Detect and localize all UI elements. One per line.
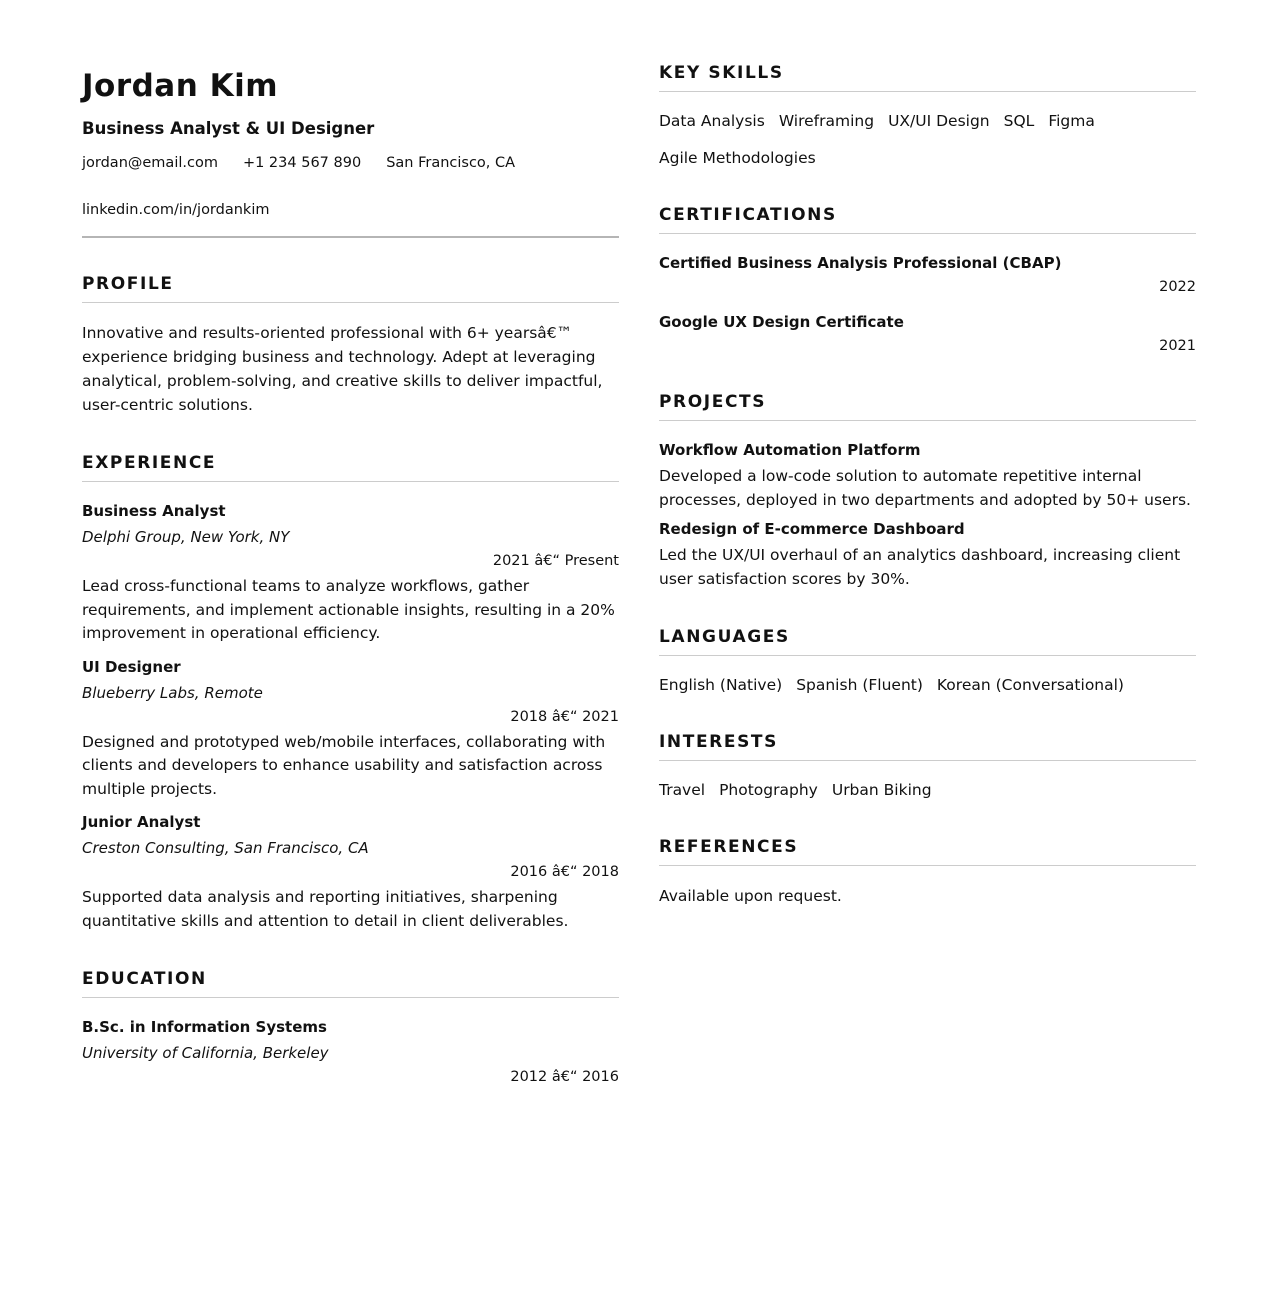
resume-header: [82, 66, 619, 238]
contact-linkedin: linkedin.com/in/jordankim: [82, 202, 270, 218]
skills-list: [659, 110, 1196, 169]
contact-phone: +1 234 567 890: [242, 155, 362, 171]
project-name: Workflow Automation Platform: [659, 441, 921, 459]
contact-info: [82, 153, 619, 220]
skill-item: UX/UI Design: [888, 112, 990, 130]
section-heading: EDUCATION: [82, 967, 619, 998]
job-company: Blueberry Labs, Remote: [82, 683, 263, 702]
job-company: Delphi Group, New York, NY: [82, 528, 290, 546]
languages-section: [659, 625, 1196, 696]
candidate-title: Business Analyst & UI Designer: [82, 119, 375, 138]
job-role: UI Designer: [82, 657, 181, 676]
section-heading: EXPERIENCE: [82, 451, 619, 482]
skill-item: SQL: [1003, 112, 1035, 130]
interest-item: Urban Biking: [831, 781, 932, 799]
education-dates: 2012 â€“ 2016: [510, 1069, 619, 1085]
job-dates: 2018 â€“ 2021: [510, 708, 619, 725]
interest-item: Photography: [719, 781, 818, 799]
section-heading: LANGUAGES: [659, 625, 1196, 656]
interests-section: [659, 730, 1196, 801]
degree: B.Sc. in Information Systems: [82, 1018, 327, 1036]
projects-section: [659, 390, 1196, 591]
section-heading: REFERENCES: [659, 835, 1196, 866]
candidate-name: Jordan Kim: [82, 68, 279, 104]
job-dates: 2016 â€“ 2018: [510, 864, 619, 880]
language-item: Spanish (Fluent): [796, 676, 923, 694]
school: University of California, Berkeley: [82, 1044, 329, 1062]
references-text: Available upon request.: [659, 887, 842, 905]
certifications-section: [659, 203, 1196, 356]
profile-section: [82, 272, 619, 417]
references-section: [659, 835, 1196, 908]
left-column: [82, 0, 619, 1087]
resume-page: [82, 0, 1196, 1087]
certification-year: 2022: [1159, 279, 1196, 295]
education-entry: [82, 1016, 619, 1087]
interest-item: Travel: [659, 781, 706, 799]
skills-section: [659, 61, 1196, 169]
right-column: [659, 0, 1196, 1087]
project-entry: [659, 439, 1196, 512]
job-description: Supported data analysis and reporting initiatives, sharpening quantitative skills and attention to detail in client deliverables.: [82, 888, 569, 930]
project-entry: [659, 518, 1196, 591]
certification-entry: [659, 311, 1196, 356]
skill-item: Agile Methodologies: [659, 149, 816, 167]
experience-section: [82, 451, 619, 933]
header-divider: [82, 236, 619, 238]
languages-list: [659, 674, 1196, 696]
section-heading: CERTIFICATIONS: [659, 203, 1196, 234]
experience-entry: [82, 656, 619, 802]
job-description: Designed and prototyped web/mobile interfaces, collaborating with clients and developers to enhance usability and satisfaction across multiple projects.: [82, 732, 606, 798]
job-description: Lead cross-functional teams to analyze workflows, gather requirements, and implement actionable insights, resulting in a 20% improvement in operational efficiency.: [82, 577, 615, 642]
certification-entry: [659, 252, 1196, 297]
education-section: [82, 967, 619, 1087]
section-heading: PROJECTS: [659, 390, 1196, 421]
certification-name: Google UX Design Certificate: [659, 313, 904, 331]
language-item: English (Native): [659, 676, 783, 694]
experience-entry: [82, 500, 619, 646]
skill-item: Wireframing: [778, 112, 875, 130]
job-role: Business Analyst: [82, 502, 226, 520]
section-heading: INTERESTS: [659, 730, 1196, 761]
contact-location: San Francisco, CA: [386, 155, 516, 171]
section-heading: KEY SKILLS: [659, 61, 1196, 92]
section-heading: PROFILE: [82, 272, 619, 303]
certification-name: Certified Business Analysis Professional (CBAP): [659, 254, 1062, 272]
profile-summary: Innovative and results-oriented professional with 6+ yearsâ€™ experience bridging business and technology. Adept at leveraging analytical, problem-solving, and creative skills to deliver impactful, user-centric solutions.: [82, 324, 603, 414]
interests-list: [659, 779, 1196, 801]
contact-email: jordan@email.com: [82, 155, 218, 171]
skill-item: Figma: [1048, 112, 1095, 130]
certification-year: 2021: [1159, 338, 1196, 354]
project-description: Developed a low-code solution to automate repetitive internal processes, deployed in two departments and adopted by 50+ users.: [659, 467, 1191, 509]
skill-item: Data Analysis: [659, 112, 765, 130]
project-name: Redesign of E-commerce Dashboard: [659, 520, 965, 538]
job-role: Junior Analyst: [82, 813, 201, 831]
job-company: Creston Consulting, San Francisco, CA: [82, 839, 369, 857]
language-item: Korean (Conversational): [936, 676, 1124, 694]
experience-entry: [82, 811, 619, 933]
project-description: Led the UX/UI overhaul of an analytics dashboard, increasing client user satisfaction scores by 30%.: [659, 546, 1181, 588]
job-dates: 2021 â€“ Present: [492, 553, 619, 569]
